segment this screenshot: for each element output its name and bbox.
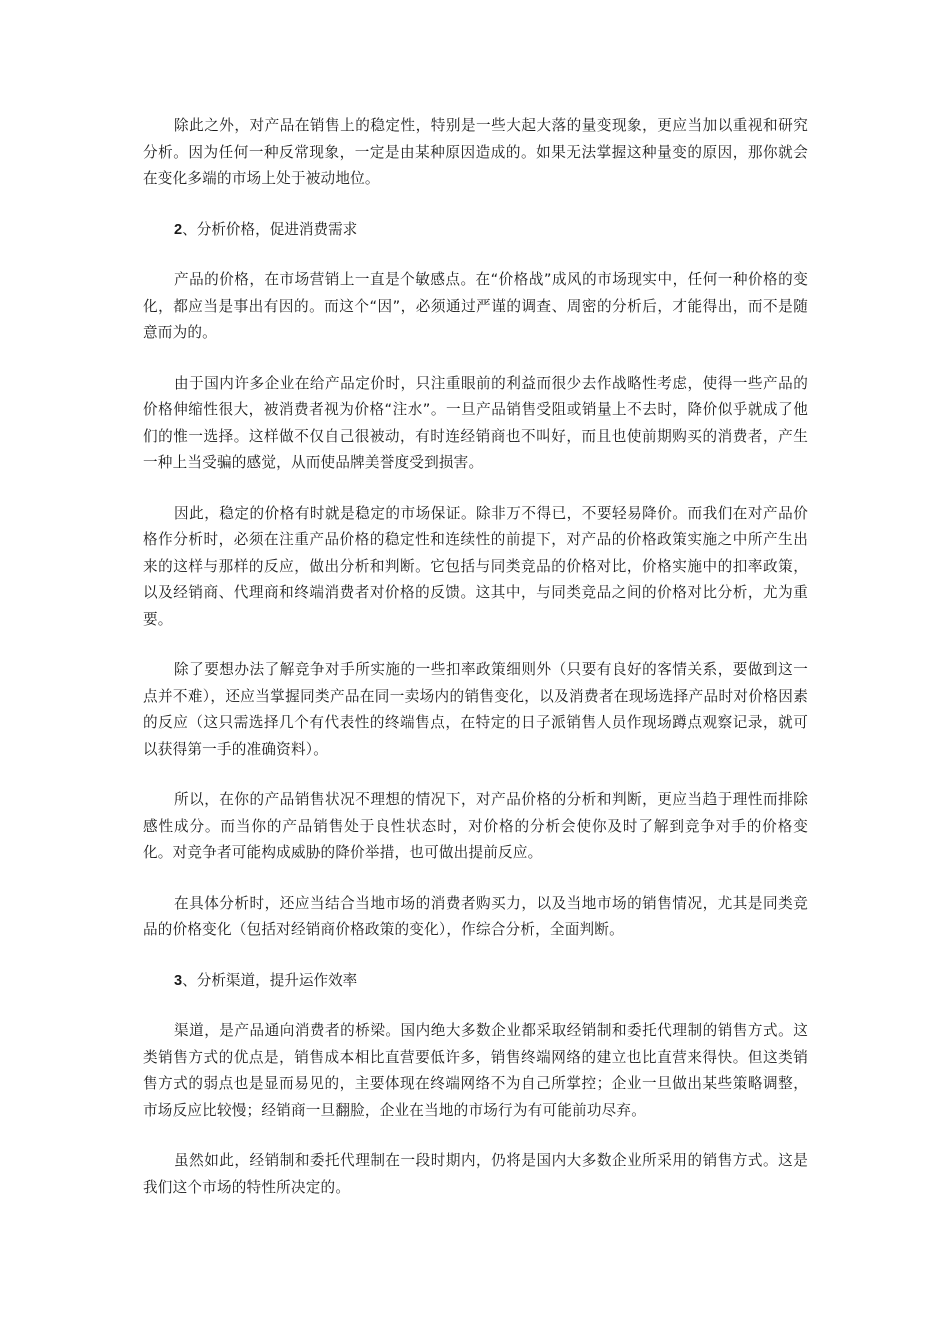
paragraph-rational-analysis: 所以，在你的产品销售状况不理想的情况下，对产品价格的分析和判断，更应当趋于理性而排除感性成分。而当你的产品销售处于良性状态时，对价格的分析会使你及时了解到竞争对手的价格变化。对竞争者可能构成威胁的降价举措，也可做出提前反应。	[143, 791, 808, 861]
paragraph-local-market: 在具体分析时，还应当结合当地市场的消费者购买力，以及当地市场的销售情况，尤其是同类竞品的价格变化（包括对经销商价格政策的变化），作综合分析，全面判断。	[143, 894, 808, 938]
section-heading-price	[143, 217, 808, 244]
paragraph-stable-price: 因此，稳定的价格有时就是稳定的市场保证。除非万不得已，不要轻易降价。而我们在对产品价格作分析时，必须在注重产品价格的稳定性和连续性的前提下，对产品的价格政策实施之中所产生出来的这样与那样的反应，做出分析和判断。它包括与同类竞品的价格对比，价格实施中的扣率政策，以及经销商、代理商和终端消费者对价格的反馈。这其中，与同类竞品之间的价格对比分析，尤为重要。	[143, 504, 808, 628]
paragraph-channel-conclusion: 虽然如此，经销制和委托代理制在一段时期内，仍将是国内大多数企业所采用的销售方式。这是我们这个市场的特性所决定的。	[143, 1152, 808, 1196]
paragraph-stability: 除此之外，对产品在销售上的稳定性，特别是一些大起大落的量变现象，更应当加以重视和研究分析。因为任何一种反常现象，一定是由某种原因造成的。如果无法掌握这种量变的原因，那你就会在变化多端的市场上处于被动地位。	[143, 117, 808, 187]
paragraph-channel-bridge: 渠道，是产品通向消费者的桥梁。国内绝大多数企业都采取经销制和委托代理制的销售方式。这类销售方式的优点是，销售成本相比直营要低许多，销售终端网络的建立也比直营来得快。但这类销售方式的弱点也是显而易见的，主要体现在终端网络不为自己所掌控；企业一旦做出某些策略调整，市场反应比较慢；经销商一旦翻脸，企业在当地的市场行为有可能前功尽弃。	[143, 1022, 808, 1119]
section-title: 、分析价格，促进消费需求	[182, 220, 358, 238]
document-body	[143, 113, 808, 1225]
section-number: 2	[174, 221, 183, 238]
section-heading-channel	[143, 968, 808, 995]
section-title: 、分析渠道，提升运作效率	[182, 971, 358, 989]
paragraph-price-sensitivity: 产品的价格，在市场营销上一直是个敏感点。在“价格战”成风的市场现实中，任何一种价格的变化，都应当是事出有因的。而这个“因”，必须通过严谨的调查、周密的分析后，才能得出，而不是随意而为的。	[143, 271, 808, 341]
paragraph-pricing-strategy: 由于国内许多企业在给产品定价时，只注重眼前的利益而很少去作战略性考虑，使得一些产品的价格伸缩性很大，被消费者视为价格“注水”。一旦产品销售受阻或销量上不去时，降价似乎就成了他们的惟一选择。这样做不仅自己很被动，有时连经销商也不叫好，而且也使前期购买的消费者，产生一种上当受骗的感觉，从而使品牌美誉度受到损害。	[143, 374, 808, 471]
section-number: 3	[174, 972, 183, 989]
paragraph-competitor-discounts: 除了要想办法了解竞争对手所实施的一些扣率政策细则外（只要有良好的客情关系，要做到这一点并不难），还应当掌握同类产品在同一卖场内的销售变化，以及消费者在现场选择产品时对价格因素的反应（这只需选择几个有代表性的终端售点，在特定的日子派销售人员作现场蹲点观察记录，就可以获得第一手的准确资料）。	[143, 661, 808, 758]
